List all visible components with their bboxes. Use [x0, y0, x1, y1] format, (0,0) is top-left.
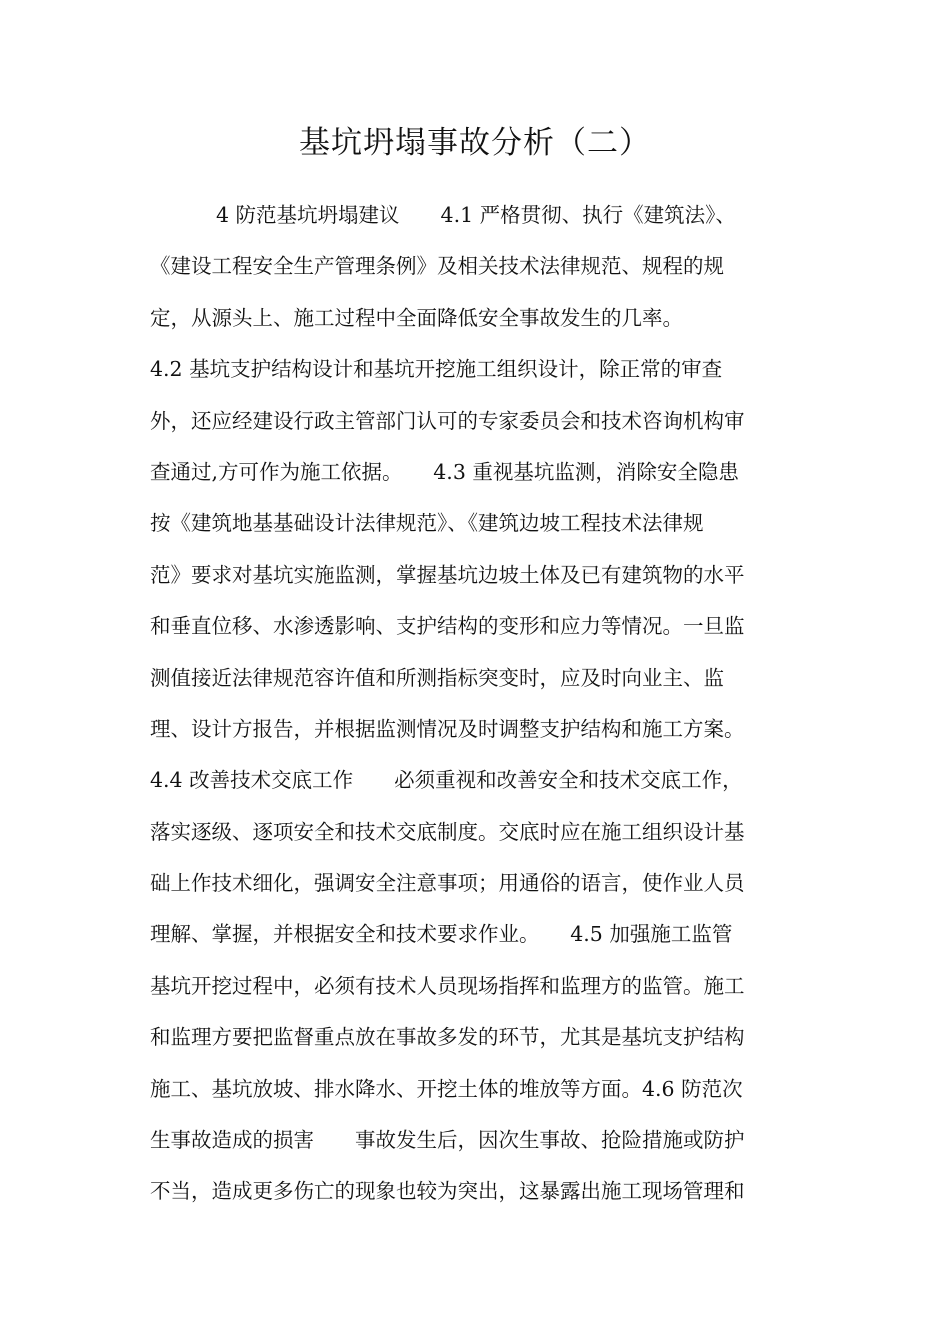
- text-line: 外，还应经建设行政主管部门认可的专家委员会和技术咨询机构审: [150, 408, 745, 433]
- text-line: 4 防范基坑坍塌建议 4.1 严格贯彻、执行《建筑法》、: [216, 203, 736, 227]
- text-line: 和监理方要把监督重点放在事故多发的环节，尤其是基坑支护结构: [150, 1025, 745, 1050]
- page-title: 基坑坍塌事故分析（二）: [299, 125, 651, 161]
- text-line: 础上作技术细化，强调安全注意事项；用通俗的语言，使作业人员: [150, 871, 745, 896]
- text-line: 《建设工程安全生产管理条例》及相关技术法律规范、规程的规: [150, 254, 724, 279]
- text-line: 落实逐级、逐项安全和技术交底制度。交底时应在施工组织设计基: [150, 819, 745, 844]
- text-line: 4.2 基坑支护结构设计和基坑开挖施工组织设计，除正常的审查: [150, 357, 723, 382]
- text-line: 测值接近法律规范容许值和所测指标突变时，应及时向业主、监: [150, 665, 724, 690]
- text-line: 4.4 改善技术交底工作 必须重视和改善安全和技术交底工作，: [150, 768, 743, 793]
- text-line: 理解、掌握，并根据安全和技术要求作业。 4.5 加强施工监管: [150, 922, 733, 947]
- text-line: 生事故造成的损害 事故发生后，因次生事故、抢险措施或防护: [150, 1128, 745, 1153]
- text-line: 不当，造成更多伤亡的现象也较为突出，这暴露出施工现场管理和: [150, 1179, 745, 1204]
- text-line: 范》要求对基坑实施监测，掌握基坑边坡土体及已有建筑物的水平: [150, 562, 745, 587]
- text-line: 定，从源头上、施工过程中全面降低安全事故发生的几率。: [150, 305, 683, 330]
- text-line: 基坑开挖过程中，必须有技术人员现场指挥和监理方的监管。施工: [150, 973, 745, 998]
- body-text: [150, 190, 810, 1218]
- text-line: 施工、基坑放坡、排水降水、开挖土体的堆放等方面。4.6 防范次: [150, 1076, 743, 1101]
- text-line: 按《建筑地基基础设计法律规范》、《建筑边坡工程技术法律规: [150, 511, 704, 536]
- text-line: 和垂直位移、水渗透影响、支护结构的变形和应力等情况。一旦监: [150, 614, 745, 639]
- text-line: 理、设计方报告，并根据监测情况及时调整支护结构和施工方案。: [150, 716, 745, 741]
- text-line: 查通过,方可作为施工依据。 4.3 重视基坑监测，消除安全隐患: [150, 459, 739, 484]
